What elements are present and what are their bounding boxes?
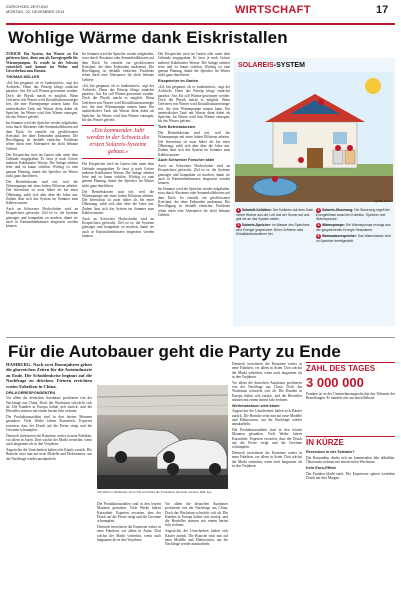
- article1-headline: Wohlige Wärme dank Eiskristallen: [8, 28, 288, 47]
- note-1: 1 Solarluft-Kollektor: Der Kollektor auf dem Dach nimmt Wärme aus der Luft und der Sonne auf und gibt sie an das System weiter.: [236, 208, 314, 221]
- brief-head-2: Kein Euro-Effekt: [306, 465, 336, 470]
- infographic-notes-right: [316, 208, 394, 245]
- article1-text-3b: «Ich bin gespannt, ob es funktioniert», sagt der Architekt. Denn das Prinzip klingt zunächst paradox: Aus Eis soll Wärme gewonnen werden. Doch die Physik macht es möglich. Beim Gefrieren von Wasser wird Kristallisationsenergie frei, die eine Wärmepumpe nutzen kann. Ein unterirdischer Tank mit Wasser dient dabei als Speicher. Im Winter wird ihm Wärme entzogen, bis das Wasser gefriert.: [158, 85, 230, 124]
- pull-quote: «Ein kommender Jahr werden in der Schweiz die ersten Solareis-Systeme gebaut.»: [82, 125, 154, 159]
- article2-text-3: Vor allem die deutschen Autobauer profitieren von der Nachfrage aus China. Doch das Wachstum schwächt sich ab. Die Kunden in Europa halten sich zurück, und die Hersteller müssen mit einem harten Jahr rechnen.: [165, 502, 228, 528]
- article1-text-3d: Auch an Schweizer Hochschulen wird an Eisspeichern geforscht. Ziel ist es, die Systeme günstiger und kompakter zu machen, damit sie auch in Einfamilienhäusern eingesetzt werden können.: [158, 164, 230, 186]
- article2-text-2b: Dennoch investieren die Konzerne weiter in neue Fabriken, vor allem in Asien. Dort wächst der Markt weiterhin, wenn auch langsamer als in den Vorjahren.: [97, 524, 161, 542]
- brief-title: IN KÜRZE: [306, 438, 344, 447]
- article1-text-1: «Ich bin gespannt, ob es funktioniert», sagt der Architekt. Denn das Prinzip klingt zunächst paradox: Aus Eis soll Wärme gewonnen werden. Doch die Physik macht es möglich. Beim Gefrieren von Wasser wird Kristallisationsenergie frei, die eine Wärmepumpe nutzen kann. Ein unterirdischer Tank mit Wasser dient dabei als Speicher. Im Winter wird ihm Wärme entzogen, bis das Wasser gefriert.: [6, 80, 78, 120]
- article1-text-3e: Im Sommer wird der Speicher wieder aufgeladen, etwa durch Abwärme oder Sonnenkollektoren auf dem Dach. So entsteht ein geschlossener Kreislauf, der ohne Erdsonden auskommt. Die Bewilligung ist deshalb einfacher. Fachleute sehen darin eine Alternative für dicht bebaute Gebiete.: [158, 187, 230, 217]
- article2-text-4: Dennoch investieren die Konzerne weiter in neue Fabriken, vor allem in Asien. Dort wächst der Markt weiterhin, wenn auch langsamer als in den Vorjahren.: [232, 362, 302, 379]
- infographic-source: Quelle: Isocal: [375, 200, 391, 203]
- brief-text-2: Der Franken bleibt stark. Die Exporteure spüren weiterhin Druck auf ihre Margen.: [306, 471, 395, 480]
- brief-list: [306, 450, 395, 588]
- solareis-house-illustration: [235, 72, 393, 202]
- article2-col4: [232, 362, 302, 588]
- article1-text-2d: Die Betriebskosten sind tief, weil die Wärmepumpe mit einer hohen Effizienz arbeitet. Die Investition ist zwar höher als bei einer Ölheizung, zahlt sich aber über die Jahre aus. Zudem lässt sich das System im Sommer zum Kühlen nutzen.: [82, 189, 154, 216]
- page-number: 17: [376, 4, 389, 16]
- article1-subhead-3: Auch Schweizer Forscher aktiv: [158, 158, 215, 163]
- article2-text-4d: Die Produktionszahlen sind in den letzten Monaten gesunken. Viele Werke fahren Kurzarbeit. Experten erwarten, dass der Druck auf die Preise steigt und die Gewinne schrumpfen.: [232, 428, 302, 450]
- note-2: 2 Solareis-Speicher: Im Wasser des Speichers wird Energie gespeichert. Beim Gefrieren wird Kristallisationswärme frei.: [236, 223, 310, 236]
- article2-text-3b: Angesichts der Unsicherheit halten sich Käufer zurück. Die Branche setzt nun auf neue Modelle und Elektroautos, um die Nachfrage wieder anzukurbeln.: [165, 529, 228, 547]
- note-3: 3 Solareis-Steuerung: Die Steuerung regelt die Energieflüsse zwischen Kollektor, Speicher und Wärmepumpe.: [316, 208, 390, 221]
- note-5: 5 Warmwasserspeicher: Das Warmwasser wird im Speicher bereitgestellt.: [316, 234, 391, 243]
- article-divider: [6, 337, 395, 338]
- article1-text-2: Im Sommer wird der Speicher wieder aufgeladen, etwa durch Abwärme oder Sonnenkollektoren auf dem Dach. So entsteht ein geschlossener Kreislauf, der ohne Erdsonden auskommt. Die Bewilligung ist deshalb einfacher. Fachleute sehen darin eine Alternative für dicht bebaute Gebiete.: [82, 52, 154, 82]
- paper-date: MONTAG, 22. DEZEMBER 2014: [6, 9, 65, 14]
- photo-caption: VW-Werk in Wolfsburg: Auch VW wird 2012 die Produktion drosseln müssen. Bild: key: [97, 490, 212, 494]
- article1-lead: ZÜRICH. Ein System, das Wasser zu Eis gefrieren lässt, dient neu als Energiequelle für Wärmepumpen. Es wurde in der Schweiz entwickelt und kommt im Wohn- und Gewerbebau zum Einsatz.: [6, 52, 78, 74]
- brief-rule: [306, 436, 395, 437]
- article2-author: DPA-KORRESPONDENTEN: [6, 390, 56, 395]
- article1-col1: [6, 52, 78, 338]
- article1-text-3: Der Eisspeicher wird im Garten oder unter dem Gebäude eingegraben. Er fasst je nach Grösse mehrere Kubikmeter Wasser. Die Anlage arbeitet leise und ist kaum sichtbar. Wichtig ist eine genaue Planung, damit der Speicher im Winter nicht ganz durchfriert.: [158, 52, 230, 78]
- article2-text-2: Die Produktionszahlen sind in den letzten Monaten gesunken. Viele Werke fahren Kurzarbeit. Experten erwarten, dass der Druck auf die Preise steigt und die Gewinne schrumpfen.: [97, 502, 161, 524]
- article1-text-1c: Der Eisspeicher wird im Garten oder unter dem Gebäude eingegraben. Er fasst je nach Grösse mehrere Kubikmeter Wasser. Die Anlage arbeitet leise und ist kaum sichtbar. Wichtig ist eine genaue Planung, damit der Speicher im Winter nicht ganz durchfriert.: [6, 152, 78, 179]
- article1-author: THOMAS MÜLLER: [6, 74, 40, 79]
- article1-text-1b: Im Sommer wird der Speicher wieder aufgeladen, etwa durch Abwärme oder Sonnenkollektoren auf dem Dach. So entsteht ein geschlossener Kreislauf, der ohne Erdsonden auskommt. Die Bewilligung ist deshalb einfacher. Fachleute sehen darin eine Alternative für dicht bebaute Gebiete.: [6, 120, 78, 151]
- article2-text-1b: Die Produktionszahlen sind in den letzten Monaten gesunken. Viele Werke fahren Kurzarbeit. Experten erwarten, dass der Druck auf die Preise steigt und die Gewinne schrumpfen.: [6, 415, 92, 432]
- article2-text-4e: Dennoch investieren die Konzerne weiter in neue Fabriken, vor allem in Asien. Dort wächst der Markt weiterhin, wenn auch langsamer als in den Vorjahren.: [232, 451, 302, 469]
- article2-col2: [97, 502, 161, 588]
- number-box-title: ZAHL DES TAGES: [306, 364, 376, 373]
- article1-text-1e: Auch an Schweizer Hochschulen wird an Eisspeichern geforscht. Ziel ist es, die Systeme günstiger und kompakter zu machen, damit sie auch in Einfamilienhäusern eingesetzt werden können.: [6, 207, 78, 229]
- assembly-line-illustration: [97, 385, 228, 489]
- infographic-title: SOLAREIS-SYSTEM: [238, 62, 305, 69]
- section-rule: [6, 23, 395, 25]
- article1-text-2e: Auch an Schweizer Hochschulen wird an Eisspeichern geforscht. Ziel ist es, die Systeme günstiger und kompakter zu machen, damit sie auch in Einfamilienhäusern eingesetzt werden können.: [82, 216, 154, 238]
- article1-text-1d: Die Betriebskosten sind tief, weil die Wärmepumpe mit einer hohen Effizienz arbeitet. Die Investition ist zwar höher als bei einer Ölheizung, zahlt sich aber über die Jahre aus. Zudem lässt sich das System im Sommer zum Kühlen nutzen.: [6, 179, 78, 206]
- article1-text-3c: Die Betriebskosten sind tief, weil die Wärmepumpe mit einer hohen Effizienz arbeitet. Die Investition ist zwar höher als bei einer Ölheizung, zahlt sich aber über die Jahre aus. Zudem lässt sich das System im Sommer zum Kühlen nutzen.: [158, 131, 230, 157]
- car-factory-photo: [97, 385, 228, 489]
- article1-col2: [82, 52, 154, 338]
- number-box-text: Franken ist in der Unternehmensgeschichte das Volumen der Bestellungen. Es handelt sich um einen Rekord.: [306, 392, 395, 401]
- article1-subhead-2: Tiefe Betriebskosten: [158, 125, 196, 130]
- article2-lead: HAMBURG. Nach zwei Boomjahren gehen die glorreichen Zeiten für die Autoindustrie zu Ende. Die Schuldenkrise beginnt auf die Nachfrage zu drücken. Firmen errichten weiter Fabriken in China.: [6, 362, 92, 389]
- article2-text-1: Vor allem die deutschen Autobauer profitieren von der Nachfrage aus China. Doch das Wachstum schwächt sich ab. Die Kunden in Europa halten sich zurück, und die Hersteller müssen mit einem harten Jahr rechnen.: [6, 396, 92, 414]
- brief-text-1: Die Konjunktur dürfte sich im kommenden Jahr abkühlen. Ökonomen rechnen mit einem tiefen Wachstum.: [306, 455, 395, 465]
- article2-col3: [165, 502, 228, 588]
- number-box-value: 3 000 000: [306, 375, 364, 390]
- article1-col3: [158, 52, 230, 338]
- article2-text-1c: Dennoch investieren die Konzerne weiter in neue Fabriken, vor allem in Asien. Dort wächst der Markt weiterhin, wenn auch langsamer als in den Vorjahren.: [6, 433, 92, 447]
- number-box-rule: [306, 362, 395, 363]
- article2-text-4c: Angesichts der Unsicherheit halten sich Käufer zurück. Die Branche setzt nun auf neue Modelle und Elektroautos, um die Nachfrage wieder anzukurbeln.: [232, 409, 302, 427]
- infographic-notes-left: [236, 208, 314, 238]
- article2-subhead: Weiterwachsen wird klarer: [232, 403, 280, 408]
- note-4: 4 Wärmepumpe: Die Wärmepumpe erzeugt aus der gespeicherten Energie Heizwärme.: [316, 223, 391, 232]
- article2-text-4b: Vor allem die deutschen Autobauer profitieren von der Nachfrage aus China. Doch das Wachstum schwächt sich ab. Die Kunden in Europa halten sich zurück, und die Hersteller müssen mit einem harten Jahr rechnen.: [232, 380, 302, 402]
- brief-head-1: Rezession in der Schweiz?: [306, 450, 355, 454]
- article1-text-2b: «Ich bin gespannt, ob es funktioniert», sagt der Architekt. Denn das Prinzip klingt zunächst paradox: Aus Eis soll Wärme gewonnen werden. Doch die Physik macht es möglich. Beim Gefrieren von Wasser wird Kristallisationsenergie frei, die eine Wärmepumpe nutzen kann. Ein unterirdischer Tank mit Wasser dient dabei als Speicher. Im Winter wird ihm Wärme entzogen, bis das Wasser gefriert.: [82, 83, 154, 122]
- article2-headline: Für die Autobauer geht die Party zu Ende: [8, 342, 341, 361]
- paper-name: ZÜRICHSEE-ZEITUNG: [6, 4, 48, 9]
- article1-text-2c: Der Eisspeicher wird im Garten oder unter dem Gebäude eingegraben. Er fasst je nach Grösse mehrere Kubikmeter Wasser. Die Anlage arbeitet leise und ist kaum sichtbar. Wichtig ist eine genaue Planung, damit der Speicher im Winter nicht ganz durchfriert.: [82, 162, 154, 188]
- article2-col1: [6, 362, 92, 588]
- section-label: WIRTSCHAFT: [235, 4, 311, 16]
- article2-text-1d: Angesichts der Unsicherheit halten sich Käufer zurück. Die Branche setzt nun auf neue Modelle und Elektroautos, um die Nachfrage wieder anzukurbeln.: [6, 448, 92, 461]
- masthead: [6, 4, 64, 14]
- article1-subhead-1: Eisspeicher im Garten: [158, 79, 199, 84]
